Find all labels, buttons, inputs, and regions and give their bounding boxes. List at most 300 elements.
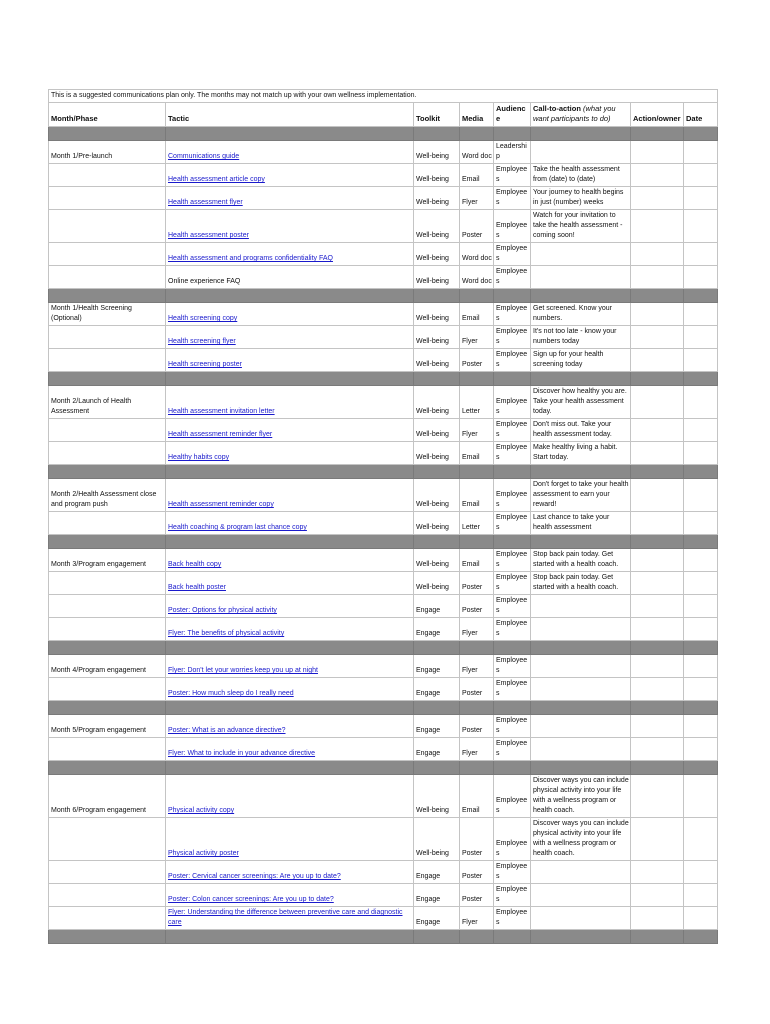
tactic-cell[interactable] xyxy=(166,303,414,326)
separator-cell xyxy=(166,127,414,141)
separator-cell xyxy=(166,372,414,386)
date-cell xyxy=(684,595,718,618)
date-cell xyxy=(684,442,718,465)
tactic-cell[interactable] xyxy=(166,326,414,349)
separator-cell xyxy=(494,289,531,303)
toolkit-cell: Well-being xyxy=(414,419,460,442)
media-cell: Email xyxy=(460,164,494,187)
action-owner-cell xyxy=(631,326,684,349)
header-cta-main: Call-to-action xyxy=(533,104,581,113)
call-to-action-cell: Stop back pain today. Get started with a health coach. xyxy=(531,572,631,595)
call-to-action-cell xyxy=(531,907,631,930)
date-cell xyxy=(684,210,718,243)
tactic-cell[interactable] xyxy=(166,618,414,641)
action-owner-cell xyxy=(631,187,684,210)
tactic-cell[interactable] xyxy=(166,884,414,907)
tactic-link[interactable]: Health screening copy xyxy=(168,315,238,322)
tactic-link[interactable]: Flyer: The benefits of physical activity xyxy=(168,630,285,637)
separator-cell xyxy=(414,761,460,775)
toolkit-cell: Well-being xyxy=(414,243,460,266)
separator-cell xyxy=(166,701,414,715)
phase-cell: Month 6/Program engagement xyxy=(49,775,166,818)
audience-cell: Employees xyxy=(494,595,531,618)
tactic-cell[interactable] xyxy=(166,595,414,618)
media-cell: Flyer xyxy=(460,419,494,442)
media-cell: Letter xyxy=(460,386,494,419)
tactic-link[interactable]: Health assessment flyer xyxy=(168,199,243,206)
separator-cell xyxy=(414,372,460,386)
table-row xyxy=(49,303,718,326)
tactic-link[interactable]: Health assessment article copy xyxy=(168,176,265,183)
separator-cell xyxy=(531,127,631,141)
toolkit-cell: Well-being xyxy=(414,164,460,187)
separator-cell xyxy=(531,465,631,479)
action-owner-cell xyxy=(631,549,684,572)
separator-cell xyxy=(49,127,166,141)
date-cell xyxy=(684,187,718,210)
tactic-link[interactable]: Physical activity poster xyxy=(168,850,239,857)
section-separator-row xyxy=(49,289,718,303)
header-call-to-action xyxy=(531,103,631,127)
separator-cell xyxy=(684,535,718,549)
toolkit-cell: Well-being xyxy=(414,512,460,535)
separator-cell xyxy=(684,127,718,141)
tactic-cell[interactable] xyxy=(166,479,414,512)
call-to-action-cell xyxy=(531,715,631,738)
separator-cell xyxy=(49,372,166,386)
separator-cell xyxy=(531,641,631,655)
audience-cell: Employees xyxy=(494,349,531,372)
phase-cell xyxy=(49,618,166,641)
section-separator-row xyxy=(49,372,718,386)
tactic-link[interactable]: Health assessment and programs confidentiality FAQ xyxy=(168,255,333,262)
audience-cell: Employees xyxy=(494,549,531,572)
communications-plan-table xyxy=(48,89,718,944)
date-cell xyxy=(684,141,718,164)
tactic-link[interactable]: Poster: Options for physical activity xyxy=(168,607,277,614)
toolkit-cell: Engage xyxy=(414,655,460,678)
separator-cell xyxy=(414,127,460,141)
action-owner-cell xyxy=(631,907,684,930)
tactic-cell[interactable] xyxy=(166,715,414,738)
call-to-action-cell: Discover ways you can include physical activity into your life with a wellness program or health coach. xyxy=(531,775,631,818)
separator-cell xyxy=(414,701,460,715)
section-separator-row xyxy=(49,535,718,549)
section-separator-row xyxy=(49,701,718,715)
separator-cell xyxy=(414,289,460,303)
action-owner-cell xyxy=(631,266,684,289)
table-row xyxy=(49,884,718,907)
table-row xyxy=(49,818,718,861)
media-cell: Word doc xyxy=(460,141,494,164)
audience-cell: Leadership xyxy=(494,141,531,164)
table-row xyxy=(49,655,718,678)
toolkit-cell: Engage xyxy=(414,678,460,701)
separator-cell xyxy=(531,761,631,775)
header-date: Date xyxy=(684,103,718,127)
phase-cell xyxy=(49,738,166,761)
call-to-action-cell: Discover ways you can include physical activity into your life with a wellness program or health coach. xyxy=(531,818,631,861)
date-cell xyxy=(684,738,718,761)
section-separator-row xyxy=(49,641,718,655)
action-owner-cell xyxy=(631,715,684,738)
separator-cell xyxy=(531,372,631,386)
call-to-action-cell xyxy=(531,595,631,618)
phase-cell xyxy=(49,266,166,289)
call-to-action-cell: Take the health assessment from (date) to (date) xyxy=(531,164,631,187)
toolkit-cell: Well-being xyxy=(414,442,460,465)
separator-cell xyxy=(166,641,414,655)
table-row xyxy=(49,549,718,572)
date-cell xyxy=(684,512,718,535)
tactic-cell[interactable] xyxy=(166,442,414,465)
tactic-link[interactable]: Flyer: Don't let your worries keep you up at night xyxy=(168,667,318,674)
media-cell: Flyer xyxy=(460,738,494,761)
phase-cell xyxy=(49,349,166,372)
call-to-action-cell xyxy=(531,243,631,266)
phase-cell xyxy=(49,442,166,465)
phase-cell xyxy=(49,572,166,595)
section-separator-row xyxy=(49,127,718,141)
date-cell xyxy=(684,907,718,930)
audience-cell: Employees xyxy=(494,187,531,210)
separator-cell xyxy=(49,761,166,775)
call-to-action-cell: Your journey to health begins in just (number) weeks xyxy=(531,187,631,210)
header-toolkit: Toolkit xyxy=(414,103,460,127)
separator-cell xyxy=(494,465,531,479)
tactic-cell[interactable] xyxy=(166,818,414,861)
separator-cell xyxy=(531,701,631,715)
audience-cell: Employees xyxy=(494,884,531,907)
table-row xyxy=(49,386,718,419)
toolkit-cell: Well-being xyxy=(414,303,460,326)
separator-cell xyxy=(684,641,718,655)
action-owner-cell xyxy=(631,884,684,907)
phase-cell xyxy=(49,678,166,701)
media-cell: Poster xyxy=(460,595,494,618)
tactic-link[interactable]: Health assessment reminder copy xyxy=(168,501,274,508)
table-row xyxy=(49,775,718,818)
tactic-cell[interactable] xyxy=(166,243,414,266)
audience-cell: Employees xyxy=(494,907,531,930)
phase-cell xyxy=(49,907,166,930)
separator-cell xyxy=(631,127,684,141)
table-body xyxy=(49,90,718,944)
call-to-action-cell xyxy=(531,678,631,701)
phase-cell: Month 1/Health Screening (Optional) xyxy=(49,303,166,326)
tactic-cell[interactable] xyxy=(166,572,414,595)
media-cell: Flyer xyxy=(460,907,494,930)
tactic-cell[interactable] xyxy=(166,907,414,930)
separator-cell xyxy=(631,930,684,944)
action-owner-cell xyxy=(631,479,684,512)
phase-cell: Month 5/Program engagement xyxy=(49,715,166,738)
separator-cell xyxy=(631,701,684,715)
media-cell: Letter xyxy=(460,512,494,535)
action-owner-cell xyxy=(631,595,684,618)
toolkit-cell: Engage xyxy=(414,738,460,761)
media-cell: Poster xyxy=(460,678,494,701)
action-owner-cell xyxy=(631,243,684,266)
phase-cell xyxy=(49,210,166,243)
table-row xyxy=(49,210,718,243)
separator-cell xyxy=(460,701,494,715)
separator-cell xyxy=(684,761,718,775)
toolkit-cell: Engage xyxy=(414,884,460,907)
phase-cell xyxy=(49,419,166,442)
tactic-link[interactable]: Poster: What is an advance directive? xyxy=(168,727,286,734)
audience-cell: Employees xyxy=(494,386,531,419)
table-row xyxy=(49,618,718,641)
audience-cell: Employees xyxy=(494,738,531,761)
audience-cell: Employees xyxy=(494,572,531,595)
separator-cell xyxy=(166,930,414,944)
table-row xyxy=(49,715,718,738)
separator-cell xyxy=(631,535,684,549)
call-to-action-cell: Stop back pain today. Get started with a health coach. xyxy=(531,549,631,572)
date-cell xyxy=(684,715,718,738)
separator-cell xyxy=(414,641,460,655)
table-row xyxy=(49,243,718,266)
tactic-link[interactable]: Health assessment poster xyxy=(168,232,249,239)
date-cell xyxy=(684,349,718,372)
tactic-cell[interactable] xyxy=(166,861,414,884)
audience-cell: Employees xyxy=(494,818,531,861)
separator-cell xyxy=(49,701,166,715)
tactic-cell[interactable] xyxy=(166,187,414,210)
table-row xyxy=(49,678,718,701)
date-cell xyxy=(684,326,718,349)
tactic-cell[interactable] xyxy=(166,655,414,678)
separator-cell xyxy=(460,930,494,944)
action-owner-cell xyxy=(631,442,684,465)
call-to-action-cell: Last chance to take your health assessment xyxy=(531,512,631,535)
tactic-link[interactable]: Healthy habits copy xyxy=(168,454,230,461)
phase-cell xyxy=(49,818,166,861)
separator-cell xyxy=(460,127,494,141)
toolkit-cell: Engage xyxy=(414,715,460,738)
toolkit-cell: Well-being xyxy=(414,141,460,164)
table-row xyxy=(49,141,718,164)
note-row xyxy=(49,90,718,103)
call-to-action-cell: Discover how healthy you are. Take your health assessment today. xyxy=(531,386,631,419)
toolkit-cell: Well-being xyxy=(414,775,460,818)
tactic-cell[interactable] xyxy=(166,210,414,243)
phase-cell: Month 3/Program engagement xyxy=(49,549,166,572)
tactic-cell[interactable] xyxy=(166,678,414,701)
separator-cell xyxy=(494,127,531,141)
toolkit-cell: Well-being xyxy=(414,572,460,595)
tactic-link[interactable]: Flyer: Understanding the difference between preventive care and diagnostic care xyxy=(168,909,403,926)
call-to-action-cell xyxy=(531,141,631,164)
call-to-action-cell xyxy=(531,884,631,907)
tactic-link[interactable]: Poster: How much sleep do I really need xyxy=(168,690,294,697)
separator-cell xyxy=(631,761,684,775)
tactic-cell[interactable] xyxy=(166,738,414,761)
action-owner-cell xyxy=(631,303,684,326)
tactic-cell[interactable] xyxy=(166,512,414,535)
date-cell xyxy=(684,884,718,907)
call-to-action-cell: Make healthy living a habit. Start today. xyxy=(531,442,631,465)
tactic-link[interactable]: Flyer: What to include in your advance directive xyxy=(168,750,316,757)
separator-cell xyxy=(460,535,494,549)
audience-cell: Employees xyxy=(494,479,531,512)
date-cell xyxy=(684,818,718,861)
media-cell: Flyer xyxy=(460,187,494,210)
date-cell xyxy=(684,861,718,884)
header-audience: Audience xyxy=(494,103,531,127)
phase-cell: Month 1/Pre-launch xyxy=(49,141,166,164)
phase-cell xyxy=(49,884,166,907)
section-separator-row xyxy=(49,761,718,775)
header-action-owner: Action/owner xyxy=(631,103,684,127)
phase-cell xyxy=(49,187,166,210)
call-to-action-cell xyxy=(531,618,631,641)
date-cell xyxy=(684,386,718,419)
separator-cell xyxy=(684,372,718,386)
call-to-action-cell xyxy=(531,266,631,289)
media-cell: Poster xyxy=(460,715,494,738)
call-to-action-cell: Get screened. Know your numbers. xyxy=(531,303,631,326)
audience-cell: Employees xyxy=(494,266,531,289)
media-cell: Poster xyxy=(460,861,494,884)
toolkit-cell: Well-being xyxy=(414,549,460,572)
audience-cell: Employees xyxy=(494,512,531,535)
separator-cell xyxy=(166,761,414,775)
toolkit-cell: Well-being xyxy=(414,187,460,210)
audience-cell: Employees xyxy=(494,775,531,818)
separator-cell xyxy=(684,701,718,715)
tactic-link[interactable]: Health screening poster xyxy=(168,361,242,368)
plan-disclaimer-note: This is a suggested communications plan only. The months may not match up with your own wellness implementation. xyxy=(49,90,718,103)
header-tactic: Tactic xyxy=(166,103,414,127)
audience-cell: Employees xyxy=(494,243,531,266)
media-cell: Flyer xyxy=(460,326,494,349)
table-row xyxy=(49,595,718,618)
separator-cell xyxy=(494,930,531,944)
separator-cell xyxy=(494,761,531,775)
date-cell xyxy=(684,266,718,289)
toolkit-cell: Engage xyxy=(414,618,460,641)
action-owner-cell xyxy=(631,386,684,419)
action-owner-cell xyxy=(631,419,684,442)
tactic-link[interactable]: Poster: Cervical cancer screenings: Are you up to date? xyxy=(168,873,341,880)
toolkit-cell: Well-being xyxy=(414,210,460,243)
media-cell: Email xyxy=(460,549,494,572)
phase-cell: Month 2/Launch of Health Assessment xyxy=(49,386,166,419)
table-row xyxy=(49,479,718,512)
media-cell: Poster xyxy=(460,818,494,861)
phase-cell: Month 2/Health Assessment close and program push xyxy=(49,479,166,512)
table-row xyxy=(49,861,718,884)
tactic-link[interactable]: Back health copy xyxy=(168,561,222,568)
separator-cell xyxy=(49,465,166,479)
phase-cell: Month 4/Program engagement xyxy=(49,655,166,678)
toolkit-cell: Well-being xyxy=(414,326,460,349)
table-row xyxy=(49,187,718,210)
table-row xyxy=(49,512,718,535)
table-row xyxy=(49,326,718,349)
action-owner-cell xyxy=(631,818,684,861)
tactic-link[interactable]: Health coaching & program last chance copy xyxy=(168,524,307,531)
tactic-link[interactable]: Back health poster xyxy=(168,584,226,591)
tactic-cell[interactable] xyxy=(166,549,414,572)
call-to-action-cell: Don't forget to take your health assessment to earn your reward! xyxy=(531,479,631,512)
separator-cell xyxy=(684,930,718,944)
action-owner-cell xyxy=(631,349,684,372)
tactic-link[interactable]: Poster: Colon cancer screenings: Are you up to date? xyxy=(168,896,334,903)
tactic-link[interactable]: Communications guide xyxy=(168,153,240,160)
date-cell xyxy=(684,419,718,442)
media-cell: Poster xyxy=(460,210,494,243)
separator-cell xyxy=(494,372,531,386)
separator-cell xyxy=(631,289,684,303)
separator-cell xyxy=(49,641,166,655)
toolkit-cell: Engage xyxy=(414,861,460,884)
audience-cell: Employees xyxy=(494,210,531,243)
separator-cell xyxy=(460,465,494,479)
separator-cell xyxy=(414,465,460,479)
toolkit-cell: Well-being xyxy=(414,818,460,861)
audience-cell: Employees xyxy=(494,678,531,701)
action-owner-cell xyxy=(631,678,684,701)
audience-cell: Employees xyxy=(494,655,531,678)
toolkit-cell: Engage xyxy=(414,595,460,618)
action-owner-cell xyxy=(631,618,684,641)
audience-cell: Employees xyxy=(494,861,531,884)
audience-cell: Employees xyxy=(494,618,531,641)
date-cell xyxy=(684,678,718,701)
date-cell xyxy=(684,775,718,818)
tactic-link[interactable]: Health assessment reminder flyer xyxy=(168,431,273,438)
date-cell xyxy=(684,655,718,678)
action-owner-cell xyxy=(631,141,684,164)
phase-cell xyxy=(49,861,166,884)
call-to-action-cell xyxy=(531,861,631,884)
separator-cell xyxy=(49,930,166,944)
media-cell: Email xyxy=(460,479,494,512)
media-cell: Flyer xyxy=(460,618,494,641)
tactic-link[interactable]: Physical activity copy xyxy=(168,807,235,814)
separator-cell xyxy=(166,289,414,303)
date-cell xyxy=(684,618,718,641)
tactic-cell[interactable] xyxy=(166,775,414,818)
tactic-cell[interactable] xyxy=(166,386,414,419)
section-separator-row xyxy=(49,930,718,944)
date-cell xyxy=(684,572,718,595)
separator-cell xyxy=(531,289,631,303)
separator-cell xyxy=(531,930,631,944)
separator-cell xyxy=(631,372,684,386)
table-row xyxy=(49,419,718,442)
tactic-cell[interactable] xyxy=(166,141,414,164)
audience-cell: Employees xyxy=(494,326,531,349)
call-to-action-cell xyxy=(531,655,631,678)
tactic-link[interactable]: Health assessment invitation letter xyxy=(168,408,275,415)
table-row xyxy=(49,442,718,465)
tactic-link[interactable]: Health screening flyer xyxy=(168,338,236,345)
tactic-cell[interactable] xyxy=(166,349,414,372)
action-owner-cell xyxy=(631,738,684,761)
phase-cell xyxy=(49,164,166,187)
audience-cell: Employees xyxy=(494,442,531,465)
header-media: Media xyxy=(460,103,494,127)
separator-cell xyxy=(414,930,460,944)
tactic-cell[interactable] xyxy=(166,419,414,442)
call-to-action-cell: Watch for your invitation to take the health assessment - coming soon! xyxy=(531,210,631,243)
tactic-cell[interactable] xyxy=(166,164,414,187)
toolkit-cell: Well-being xyxy=(414,479,460,512)
